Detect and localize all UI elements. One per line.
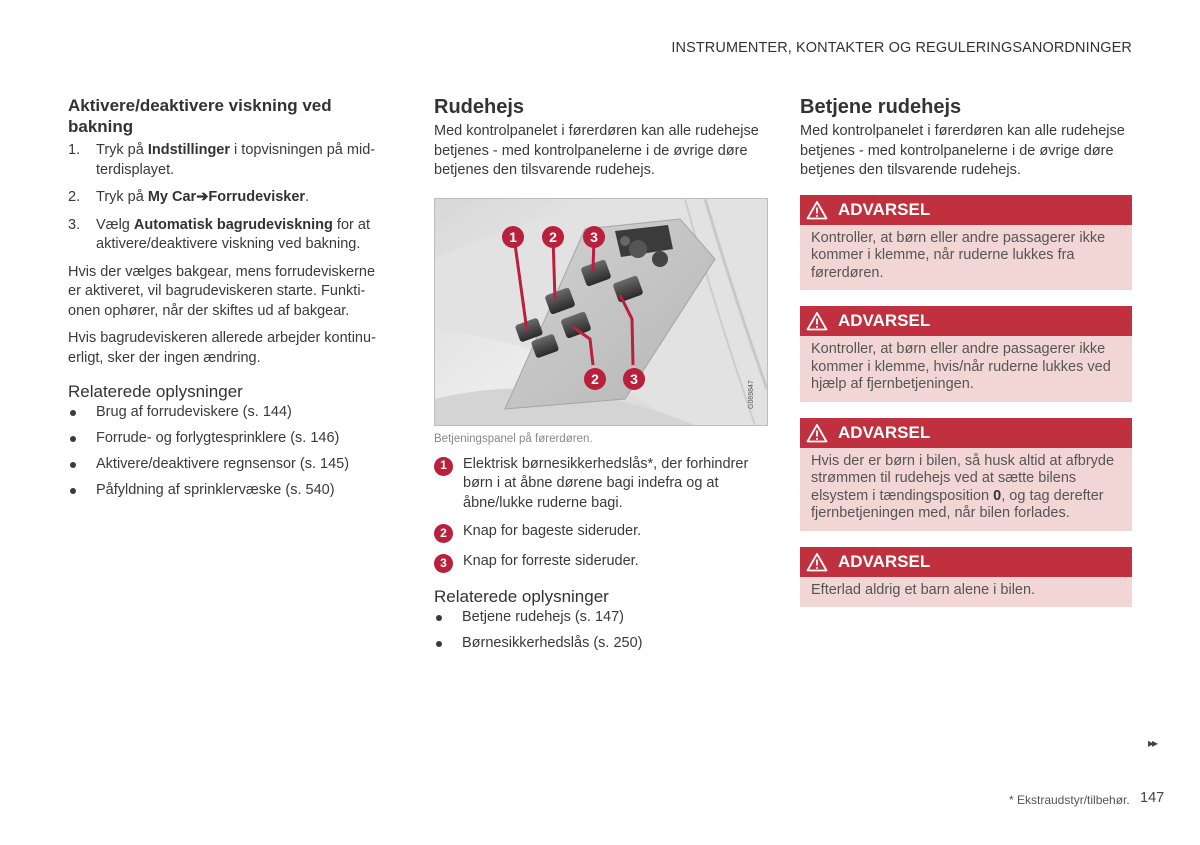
paragraph: Hvis der vælges bakgear, mens forrudeviskerne er aktiveret, vil bagrudeviskeren starte. Funktionen ophører, når der skiftes ud af bakgear. [68, 263, 376, 319]
related-heading: Relaterede oplysninger [68, 382, 243, 401]
warning-box [800, 306, 1132, 402]
callout-label: 2 [549, 228, 557, 245]
column-operate-window-lifts [800, 95, 1132, 623]
warning-label: ADVARSEL [838, 551, 931, 571]
warning-box [800, 418, 1132, 531]
step-item: 1. Tryk på Indstillinger i topvisningen på midterdisplayet. [68, 142, 376, 178]
door-panel-illustration [434, 198, 768, 426]
bullet-icon [68, 403, 96, 423]
paragraph: Hvis bagrudeviskeren allerede arbejder kontinuerligt, sker der ingen ændring. [68, 330, 376, 366]
warning-text: Kontroller, at børn eller andre passagerer ikke kommer i klemme, når ruderne lukkes fra førerdøren. [800, 225, 1132, 291]
step-item: 3. Vælg Automatisk bagrudeviskning for at aktivere/deaktivere viskning ved bakning. [68, 216, 370, 252]
related-link[interactable]: Forrude- og forlygtesprinklere (s. 146) [68, 429, 388, 449]
warning-box [800, 547, 1132, 608]
warning-triangle-icon [806, 552, 828, 572]
warning-triangle-icon [806, 200, 828, 220]
callout-label: 1 [509, 228, 517, 245]
running-header: INSTRUMENTER, KONTAKTER OG REGULERINGSANORDNINGER [671, 40, 1132, 56]
callout-badge: 2 [434, 524, 453, 543]
warning-label: ADVARSEL [838, 422, 931, 442]
callout-label: 3 [590, 228, 598, 245]
callout-badge: 1 [434, 457, 453, 476]
next-page-icon[interactable]: ▸▸ [1148, 736, 1157, 750]
bullet-icon [68, 455, 96, 475]
warning-triangle-icon [806, 423, 828, 443]
footnote: * Ekstraudstyr/tilbehør. [1009, 793, 1130, 807]
warning-text: Efterlad aldrig et barn alene i bilen. [800, 577, 1132, 608]
related-link[interactable]: Aktivere/deaktivere regnsensor (s. 145) [68, 455, 388, 475]
column-window-lifts [434, 95, 768, 660]
intro-paragraph: Med kontrolpanelet i førerdøren kan alle rudehejse betjenes - med kontrolpanelerne i de øvrige døre betjenes den tilsvarende rudehejs. [800, 123, 1125, 178]
section-title: Betjene rudehejs [800, 96, 962, 118]
related-list [68, 403, 388, 501]
related-list [434, 608, 768, 654]
warning-box [800, 195, 1132, 291]
legend-item: 2 Knap for bageste sideruder. [434, 522, 768, 543]
figure-code: G069847 [748, 379, 755, 409]
section-title: Aktivere/deaktivere viskning ved bakning [68, 96, 332, 136]
warning-triangle-icon [806, 311, 828, 331]
callout-legend [434, 455, 768, 574]
related-link[interactable]: Børnesikkerhedslås (s. 250) [434, 634, 768, 654]
bullet-icon [434, 608, 462, 628]
related-link[interactable]: Betjene rudehejs (s. 147) [434, 608, 768, 628]
step-list [68, 141, 388, 255]
arrow-right-icon: ➔ [196, 189, 209, 205]
related-link[interactable]: Brug af forrudeviskere (s. 144) [68, 403, 388, 423]
bullet-icon [434, 634, 462, 654]
bullet-icon [68, 429, 96, 449]
callout-label: 3 [630, 370, 638, 387]
legend-item: 1 Elektrisk børnesikkerhedslås*, der forhindrer børn i at åbne dørene bagi indefra og at åbne/lukke ruderne bagi. [434, 455, 768, 514]
intro-paragraph: Med kontrolpanelet i førerdøren kan alle rudehejse betjenes - med kontrolpanelerne i de øvrige døre betjenes den tilsvarende rudehejs. [434, 123, 759, 178]
callout-label: 2 [591, 370, 599, 387]
warning-label: ADVARSEL [838, 311, 931, 330]
warning-label: ADVARSEL [838, 199, 931, 219]
warning-text: Hvis der er børn i bilen, så husk altid at afbryde strømmen til rudehejs ved at sætte bilens elsystem i tændingsposition 0, og tag derefter fjernbetjeningen med, når bilen forlades. [800, 448, 1132, 531]
step-item: 2. Tryk på My Car➔Forrudevisker. [68, 189, 310, 205]
related-heading: Relaterede oplysninger [434, 587, 609, 606]
legend-item: 3 Knap for forreste sideruder. [434, 552, 768, 573]
column-wiper-reverse [68, 95, 388, 507]
related-link[interactable]: Påfyldning af sprinklervæske (s. 540) [68, 481, 388, 501]
bullet-icon [68, 481, 96, 501]
page-number: 147 [1140, 790, 1165, 806]
figure-caption: Betjeningspanel på førerdøren. [434, 432, 593, 445]
warning-text: Kontroller, at børn eller andre passagerer ikke kommer i klemme, hvis/når ruderne lukkes ved hjælp af fjernbetjeningen. [800, 336, 1132, 402]
section-title: Rudehejs [434, 96, 525, 118]
callout-badge: 3 [434, 554, 453, 573]
